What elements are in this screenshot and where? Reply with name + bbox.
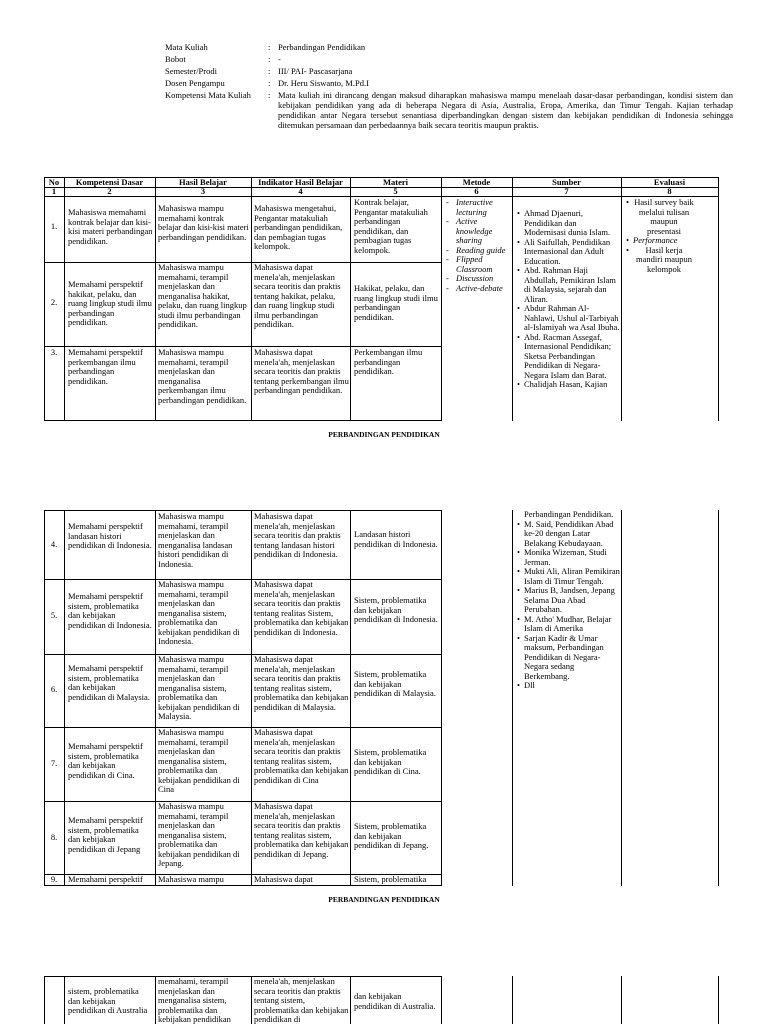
kompetensi-dasar-cell: Memahami perspektif sistem, problematika dan kebijakan pendidikan di Indonesia. (68, 592, 152, 630)
metode-item: - Discussion (456, 274, 511, 284)
hasil-belajar-cell: Mahasiswa mampu memahami, terampil menjelaskan dan menganalisa hakikat, pelaku, dan ruang lingkup studi ilmu perbandingan pendidikan. (158, 263, 247, 330)
kompetensi-dasar-cell: Memahami perspektif landasan histori pendidikan di Indonesia. (68, 522, 152, 551)
hasil-belajar-cell: Mahasiswa mampu memahami kontrak belajar dan kisi-kisi materi perbandingan pendidikan. (158, 204, 249, 242)
semester-value: III/ PAI- Pascasarjana (278, 66, 353, 76)
sumber-item-continued: Perbandingan Pendidikan. (524, 510, 614, 519)
sumber-list (516, 510, 620, 740)
row-number: 7. (50, 759, 58, 768)
evaluasi-item: • Hasil survey baik melalui tulisan maupun presentasi (633, 198, 695, 236)
lecturer-label: Dosen Pengampu (165, 78, 225, 88)
competence-label: Kompetensi Mata Kuliah (165, 90, 251, 100)
kompetensi-dasar-cell: Memahami perspektif perkembangan ilmu perbandingan pendidikan. (68, 348, 143, 386)
sumber-item: • Monika Wizeman, Studi Jerman. (524, 548, 620, 567)
indikator-cell: Mahasiswa dapat menela'ah, menjelaskan secara teoritis dan praktis tentang landasan histori pendidikan di Indonesia. (254, 512, 341, 560)
sumber-item: • Abd. Racman Assegaf, Internasional Pendidikan; Sketsa Perbandingan Pendidikan di Negara-Negara Islam dan Barat. (524, 333, 620, 381)
weight-label: Bobot (165, 54, 186, 64)
colon: : (268, 90, 271, 100)
header-number: 4 (298, 186, 303, 196)
evaluasi-list (625, 198, 695, 274)
hasil-belajar-cell: Mahasiswa mampu memahami, terampil menjelaskan dan menganalisa sistem, problematika dan kebijakan pendidikan di Cina (158, 728, 240, 795)
materi-cell: Sistem, problematika dan kebijakan pendidikan di Indonesia. (354, 596, 438, 625)
kompetensi-dasar-cell: Memahami perspektif hakikat, pelaku, dan ruang lingkup studi ilmu perbandingan pendidikan. (68, 280, 152, 328)
row-number: 4. (50, 540, 58, 549)
semester-label: Semester/Prodi (165, 66, 217, 76)
kompetensi-dasar-cell: Mahasiswa memahami kontrak belajar dan kisi-kisi materi perbandingan pendidikan. (68, 208, 153, 246)
indikator-cell: Mahasiswa dapat (254, 875, 313, 884)
sumber-item: • Ali Saifullah, Pendidikan Internasional dan Adult Education. (524, 238, 620, 267)
metode-item: - Flipped Classroom (456, 255, 511, 274)
row-number: 8. (50, 833, 58, 842)
row-number: 1. (50, 222, 58, 231)
sumber-item: • M. Said, Pendidikan Abad ke-20 dengan Latar Belakang Kebudayaan. (524, 520, 620, 549)
indikator-cell: Mahasiswa dapat menela'ah, menjelaskan secara teoritis dan praktis tentang realitas sistem, problematika dan kebijakan pendidikan di Malaysia. (254, 655, 349, 712)
hasil-belajar-cell: Mahasiswa mampu memahami, terampil menjelaskan dan menganalisa sistem, problematika dan kebijakan pendidikan di Indonesia. (158, 580, 240, 647)
row-number: 2. (50, 298, 58, 307)
header-evaluasi: Evaluasi (653, 177, 686, 187)
sumber-item: • Dll (524, 681, 620, 691)
weight-value: - (278, 54, 281, 64)
sumber-item: • M. Atho' Mudhar, Belajar Islam di Amerika (524, 615, 620, 634)
header-number: 2 (107, 186, 112, 196)
metode-item: - Interactive lecturing (456, 198, 511, 217)
indikator-cell: Mahasiswa dapat menela'ah, menjelaskan secara teoritis dan praktis tentang hakikat, pelaku, dan ruang lingkup studi ilmu perbandingan pendidikan. (254, 263, 341, 330)
colon: : (268, 78, 271, 88)
header-number: 5 (393, 186, 398, 196)
sumber-item: • Chalidjah Hasan, Kajian (524, 380, 620, 390)
page-footer: PERBANDINGAN PENDIDIKAN (328, 430, 440, 439)
hasil-belajar-cell: Mahasiswa mampu (158, 875, 224, 884)
kompetensi-dasar-cell: Memahami perspektif sistem, problematika dan kebijakan pendidikan di Jepang (68, 816, 143, 854)
hasil-belajar-cell: Mahasiswa mampu memahami, terampil menjelaskan dan menganalisa perkembangan ilmu perbandingan pendidikan. (158, 348, 247, 405)
sumber-item: • Mukti Ali, Aliran Pemikiran Islam di Timur Tengah. (524, 567, 620, 586)
sumber-item: • Ahmad Djaenuri, Pendidikan dan Modernisasi dunia Islam. (524, 209, 620, 238)
hasil-belajar-cell: Mahasiswa mampu memahami, terampil menjelaskan dan menganalisa sistem, problematika dan kebijakan pendidikan di Jepang. (158, 802, 240, 869)
kompetensi-dasar-cell: sistem, problematika dan kebijakan pendidikan di Australia (68, 987, 148, 1016)
page-footer: PERBANDINGAN PENDIDIKAN (328, 895, 440, 904)
header-materi: Materi (382, 177, 408, 187)
header-number: 8 (667, 186, 672, 196)
indikator-cell: menela'ah, menjelaskan secara teoritis dan praktis tentang sistem, problematika dan kebijakan pendidikan di (254, 977, 349, 1024)
header-no: No (48, 177, 60, 187)
colon: : (268, 66, 271, 76)
evaluasi-item: • Hasil kerja mandiri maupun kelompok (633, 246, 695, 275)
metode-item: - Active-debate (456, 284, 511, 294)
header-sumber: Sumber (552, 177, 581, 187)
hasil-belajar-cell: Mahasiswa mampu memahami, terampil menjelaskan dan menganalisa landasan histori pendidikan di Indonesia. (158, 512, 233, 569)
materi-cell: Perkembangan ilmu perbandingan pendidikan. (354, 348, 423, 377)
header-number: 7 (564, 186, 569, 196)
sumber-item: • Abd. Rahman Haji Abdullah, Pemikiran Islam di Malaysia, sejarah dan Aliran. (524, 266, 620, 304)
hasil-belajar-cell: memahami, terampil menjelaskan dan menganalisa sistem, problematika dan kebijakan pendidikan (158, 977, 231, 1024)
course-value: Perbandingan Pendidikan (278, 42, 366, 52)
sumber-item: • Sarjan Kadir & Umar maksum, Perbandingan Pendidikan di Negara-Negara sedang Berkembang. (524, 634, 620, 682)
header-number: 6 (474, 186, 479, 196)
indikator-cell: Mahasiswa dapat menela'ah, menjelaskan secara teoritis dan praktis tentang realitas Sistem, problematika dan kebijakan pendidikan di Indonesia. (254, 580, 349, 637)
materi-cell: Hakikat, pelaku, dan ruang lingkup studi ilmu perbandingan pendidikan. (354, 284, 438, 322)
header-number: 1 (51, 186, 57, 196)
materi-cell: Landasan histori pendidikan di Indonesia. (354, 530, 438, 549)
kompetensi-dasar-cell: Memahami perspektif sistem, problematika dan kebijakan pendidikan di Cina. (68, 742, 143, 780)
indikator-cell: Mahasiswa mengetahui, Pengantar matakuliah perbandingan pendidikan, dan pembagian tugas kelompok. (254, 204, 343, 252)
materi-cell: Sistem, problematika dan kebijakan pendidikan di Jepang. (354, 822, 429, 851)
lecturer-value: Dr. Heru Siswanto, M.Pd.I (278, 78, 369, 88)
materi-cell: dan kebijakan pendidikan di Australia. (354, 992, 436, 1011)
metode-list (445, 198, 511, 293)
sumber-list (516, 209, 620, 419)
kompetensi-dasar-cell: Memahami perspektif sistem, problematika dan kebijakan pendidikan di Malaysia. (68, 664, 150, 702)
row-number: 5. (50, 611, 58, 620)
row-number: 3. (50, 348, 58, 357)
materi-cell: Kontrak belajar, Pengantar matakuliah perbandingan pendidikan, dan pembagian tugas kelompok. (354, 198, 428, 255)
materi-cell: Sistem, problematika (354, 875, 427, 884)
indikator-cell: Mahasiswa dapat menela'ah, menjelaskan secara teoritis dan praktis tentang realitas sistem, problematika dan kebijakan pendidikan di Cina (254, 728, 349, 785)
row-number: 9. (50, 875, 58, 884)
colon: : (268, 42, 271, 52)
metode-item: - Reading guide (456, 246, 511, 256)
sumber-item: • Abdur Rahman Al-Nahlawi, Ushul al-Tarbiyah al-Islamiyah wa Asal Ibuha. (524, 304, 620, 333)
kompetensi-dasar-cell: Memahami perspektif (68, 875, 143, 884)
materi-cell: Sistem, problematika dan kebijakan pendidikan di Malaysia. (354, 670, 436, 699)
materi-cell: Sistem, problematika dan kebijakan pendidikan di Cina. (354, 748, 427, 777)
header-number: 3 (200, 186, 206, 196)
colon: : (268, 54, 271, 64)
indikator-cell: Mahasiswa dapat menela'ah, menjelaskan secara teoritis dan praktis tentang realitas sistem, problematika dan kebijakan pendidikan di Jepang. (254, 802, 349, 859)
row-number: 6. (50, 685, 58, 694)
sumber-item: • Marius B, Jandsen, Jepang Selama Dua Abad Perubahan. (524, 586, 620, 615)
hasil-belajar-cell: Mahasiswa mampu memahami, terampil menjelaskan dan menganalisa sistem, problematika dan kebijakan pendidikan di Malaysia. (158, 655, 240, 722)
competence-value: Mata kuliah ini dirancang dengan maksud diharapkan mahasiswa mampu menelaah dasar-dasar perbandingan, kondisi sistem dan kebijakan pendidikan yang ada di beberapa Negara di Asia, Australia, Eropa, Amerika, dan Timur Tengah. Kajian terhadap pendidikan antar Negara tersebut senantiasa diperbandingkan dengan sistem dan kebijakan pendidikan di Indonesia sehingga ditemukan persamaan dan perbedaannya baik secara teoritis maupun praktis. (278, 90, 733, 130)
evaluasi-item: • Performance (633, 236, 695, 246)
header-hasil-belajar: Hasil Belajar (179, 177, 227, 187)
indikator-cell: Mahasiswa dapat menela'ah, menjelaskan secara teoritis dan praktis tentang perkembangan ilmu perbandingan pendidikan. (254, 348, 349, 396)
header-metode: Metode (462, 177, 491, 187)
course-label: Mata Kuliah (165, 42, 208, 52)
header-indikator: Indikator Hasil Belajar (258, 177, 343, 187)
metode-item: - Active knowledge sharing (456, 217, 511, 246)
header-kompetensi-dasar: Kompetensi Dasar (75, 177, 144, 187)
